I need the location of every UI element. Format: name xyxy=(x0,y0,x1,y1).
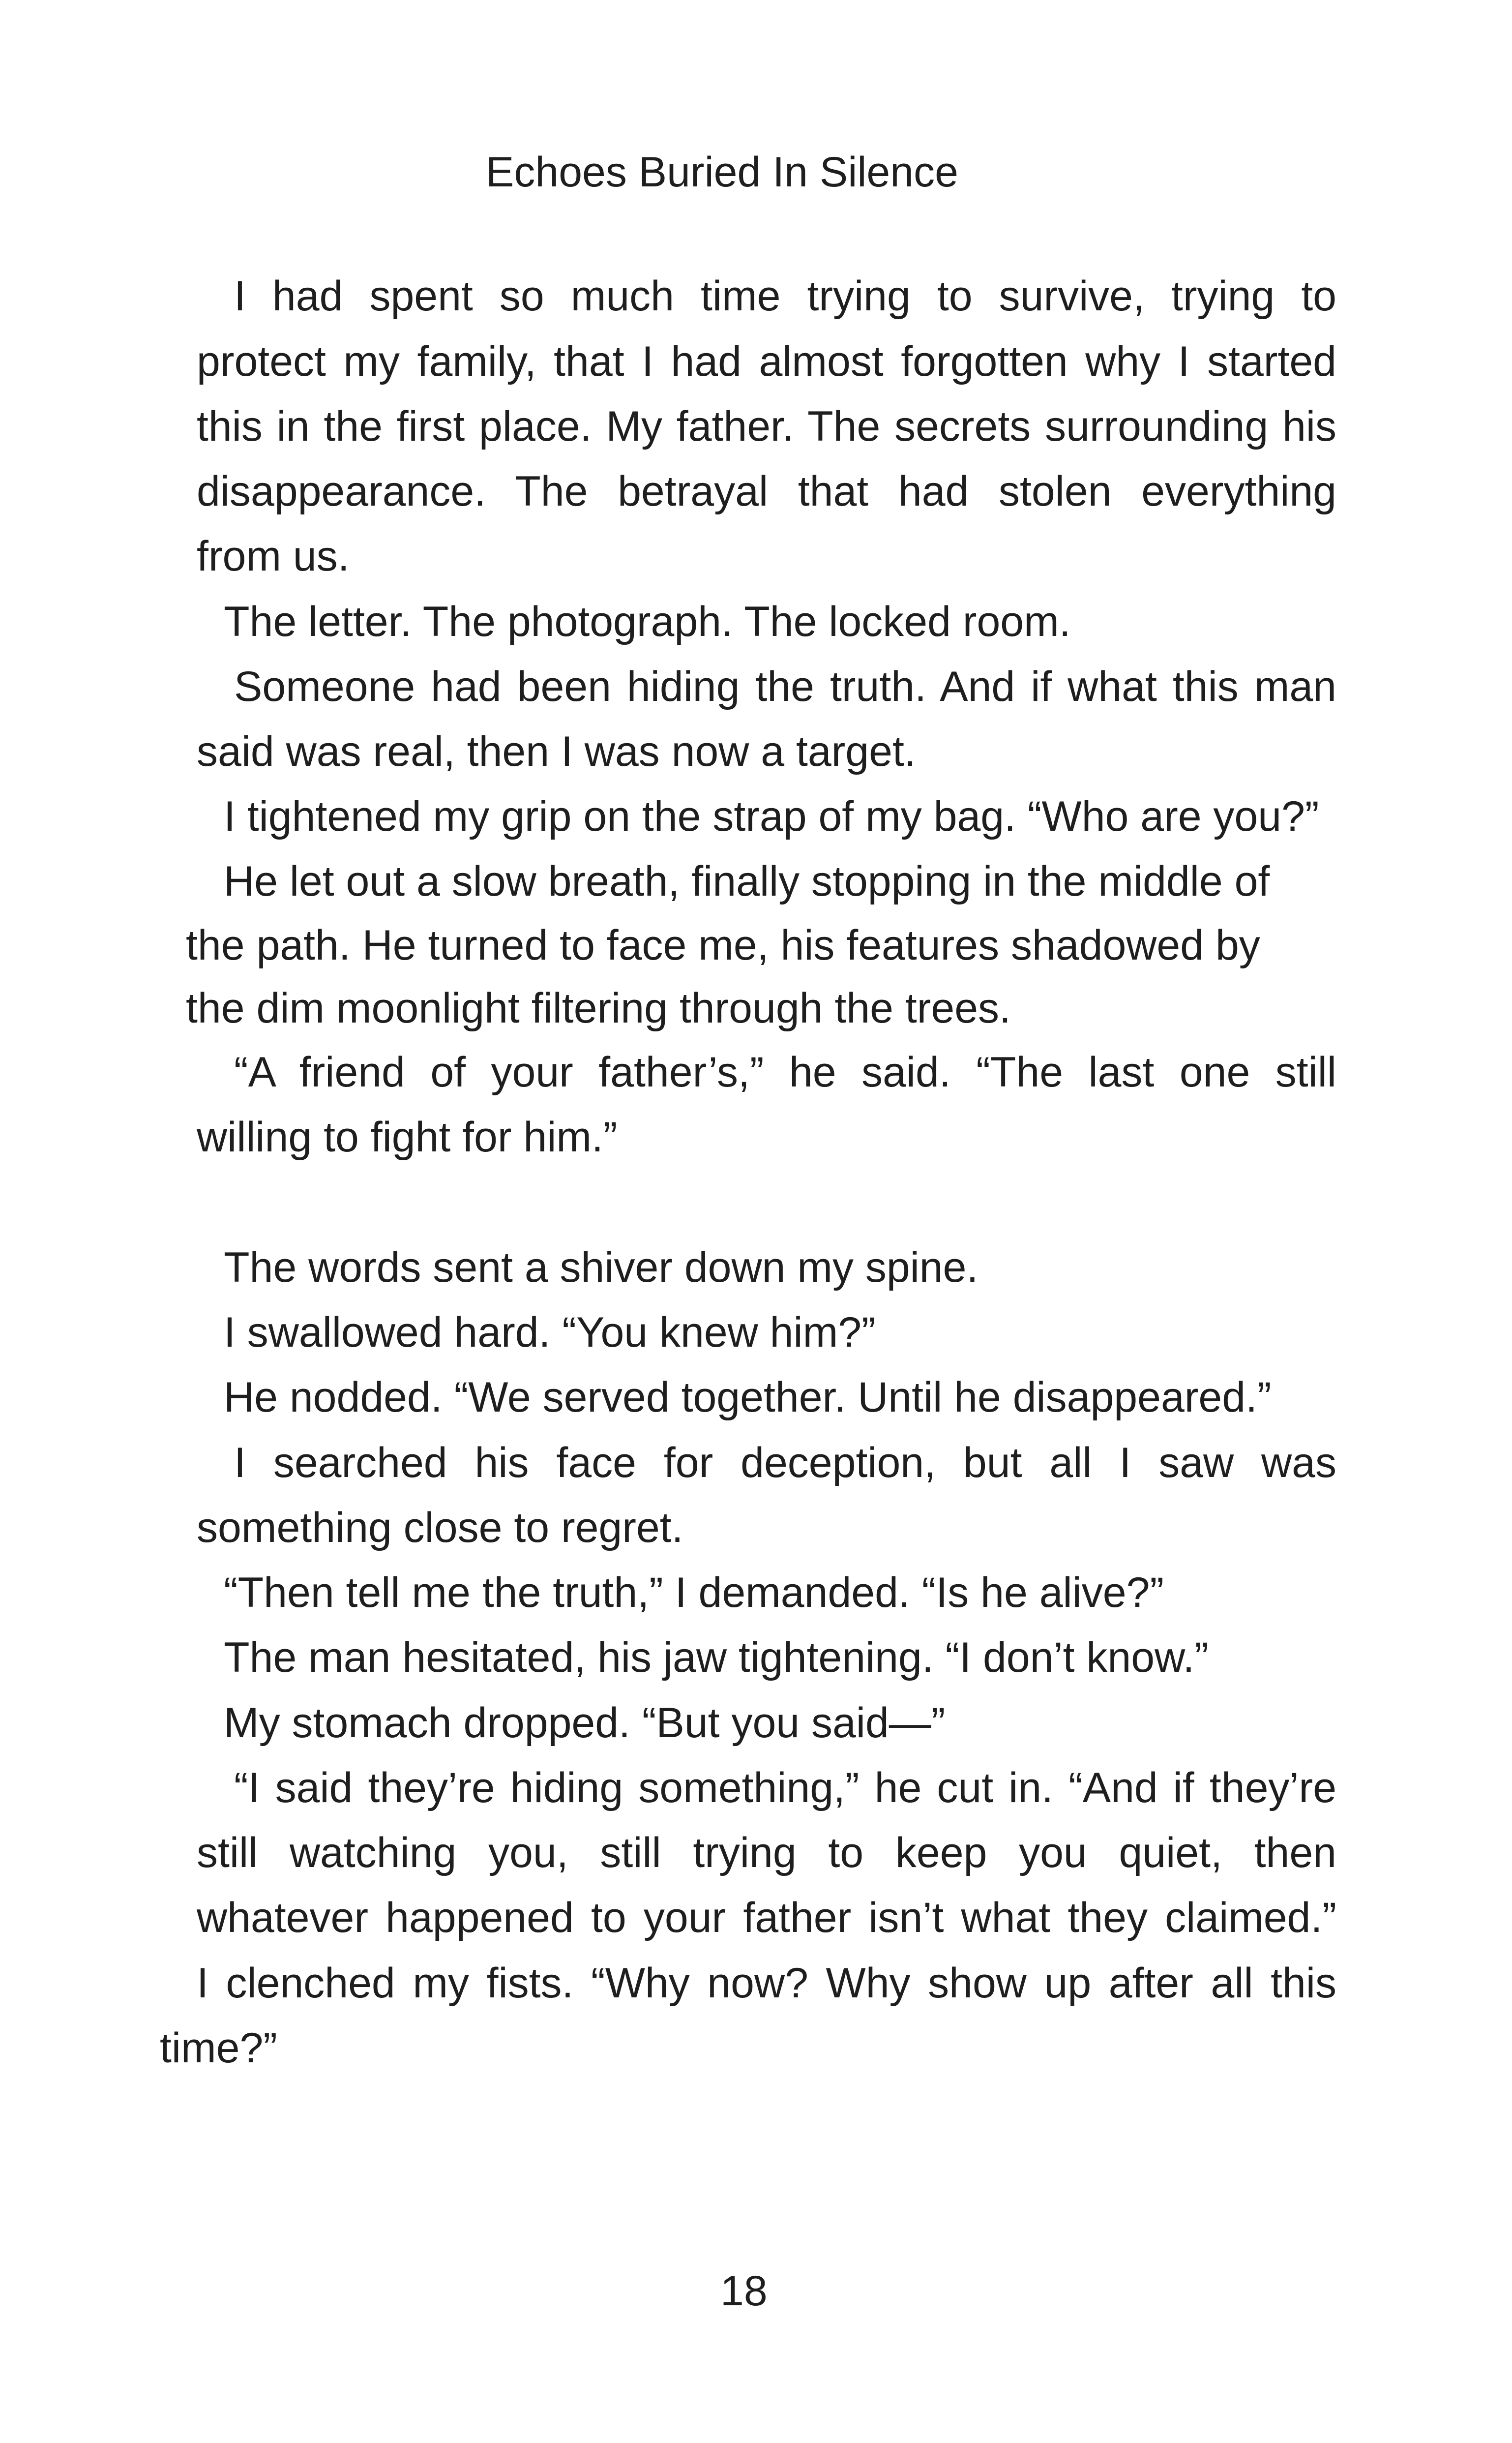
page-number: 18 xyxy=(720,2267,768,2315)
text-line: the dim moonlight filtering through the trees. xyxy=(186,985,1011,1032)
text-line: “A friend of your father’s,” he said. “The last one still xyxy=(234,1049,1336,1096)
text-line: My stomach dropped. “But you said—” xyxy=(224,1699,946,1747)
text-line: whatever happened to your father isn’t what they claimed.” xyxy=(197,1894,1336,1941)
text-line: from us. xyxy=(197,533,350,580)
text-line: willing to fight for him.” xyxy=(197,1114,618,1161)
text-line: He let out a slow breath, finally stopping in the middle of xyxy=(224,858,1270,905)
text-line: The man hesitated, his jaw tightening. “I don’t know.” xyxy=(224,1634,1209,1681)
text-line: still watching you, still trying to keep you quiet, then xyxy=(197,1829,1336,1876)
text-line: Someone had been hiding the truth. And if what this man xyxy=(234,663,1336,710)
text-line: He nodded. “We served together. Until he disappeared.” xyxy=(224,1374,1272,1421)
running-title: Echoes Buried In Silence xyxy=(486,149,958,196)
text-line: “Then tell me the truth,” I demanded. “Is he alive?” xyxy=(224,1569,1164,1616)
text-line: The letter. The photograph. The locked room. xyxy=(224,598,1071,645)
text-line: I had spent so much time trying to survive, trying to xyxy=(234,272,1336,320)
text-line: “I said they’re hiding something,” he cut in. “And if they’re xyxy=(234,1764,1336,1811)
text-line: this in the first place. My father. The secrets surrounding his xyxy=(197,403,1336,450)
text-line: I searched his face for deception, but all I saw was xyxy=(234,1439,1336,1486)
text-line: protect my family, that I had almost forgotten why I started xyxy=(197,338,1336,385)
text-line: The words sent a shiver down my spine. xyxy=(224,1244,978,1291)
text-line: something close to regret. xyxy=(197,1504,683,1551)
text-line: time?” xyxy=(160,2024,277,2072)
text-line: disappearance. The betrayal that had stolen everything xyxy=(197,468,1336,515)
text-line: I tightened my grip on the strap of my bag. “Who are you?” xyxy=(224,793,1319,840)
text-line: I clenched my fists. “Why now? Why show up after all this xyxy=(197,1960,1336,2007)
text-line: said was real, then I was now a target. xyxy=(197,728,916,775)
text-line: I swallowed hard. “You knew him?” xyxy=(224,1309,876,1356)
text-line: the path. He turned to face me, his features shadowed by xyxy=(186,922,1260,969)
